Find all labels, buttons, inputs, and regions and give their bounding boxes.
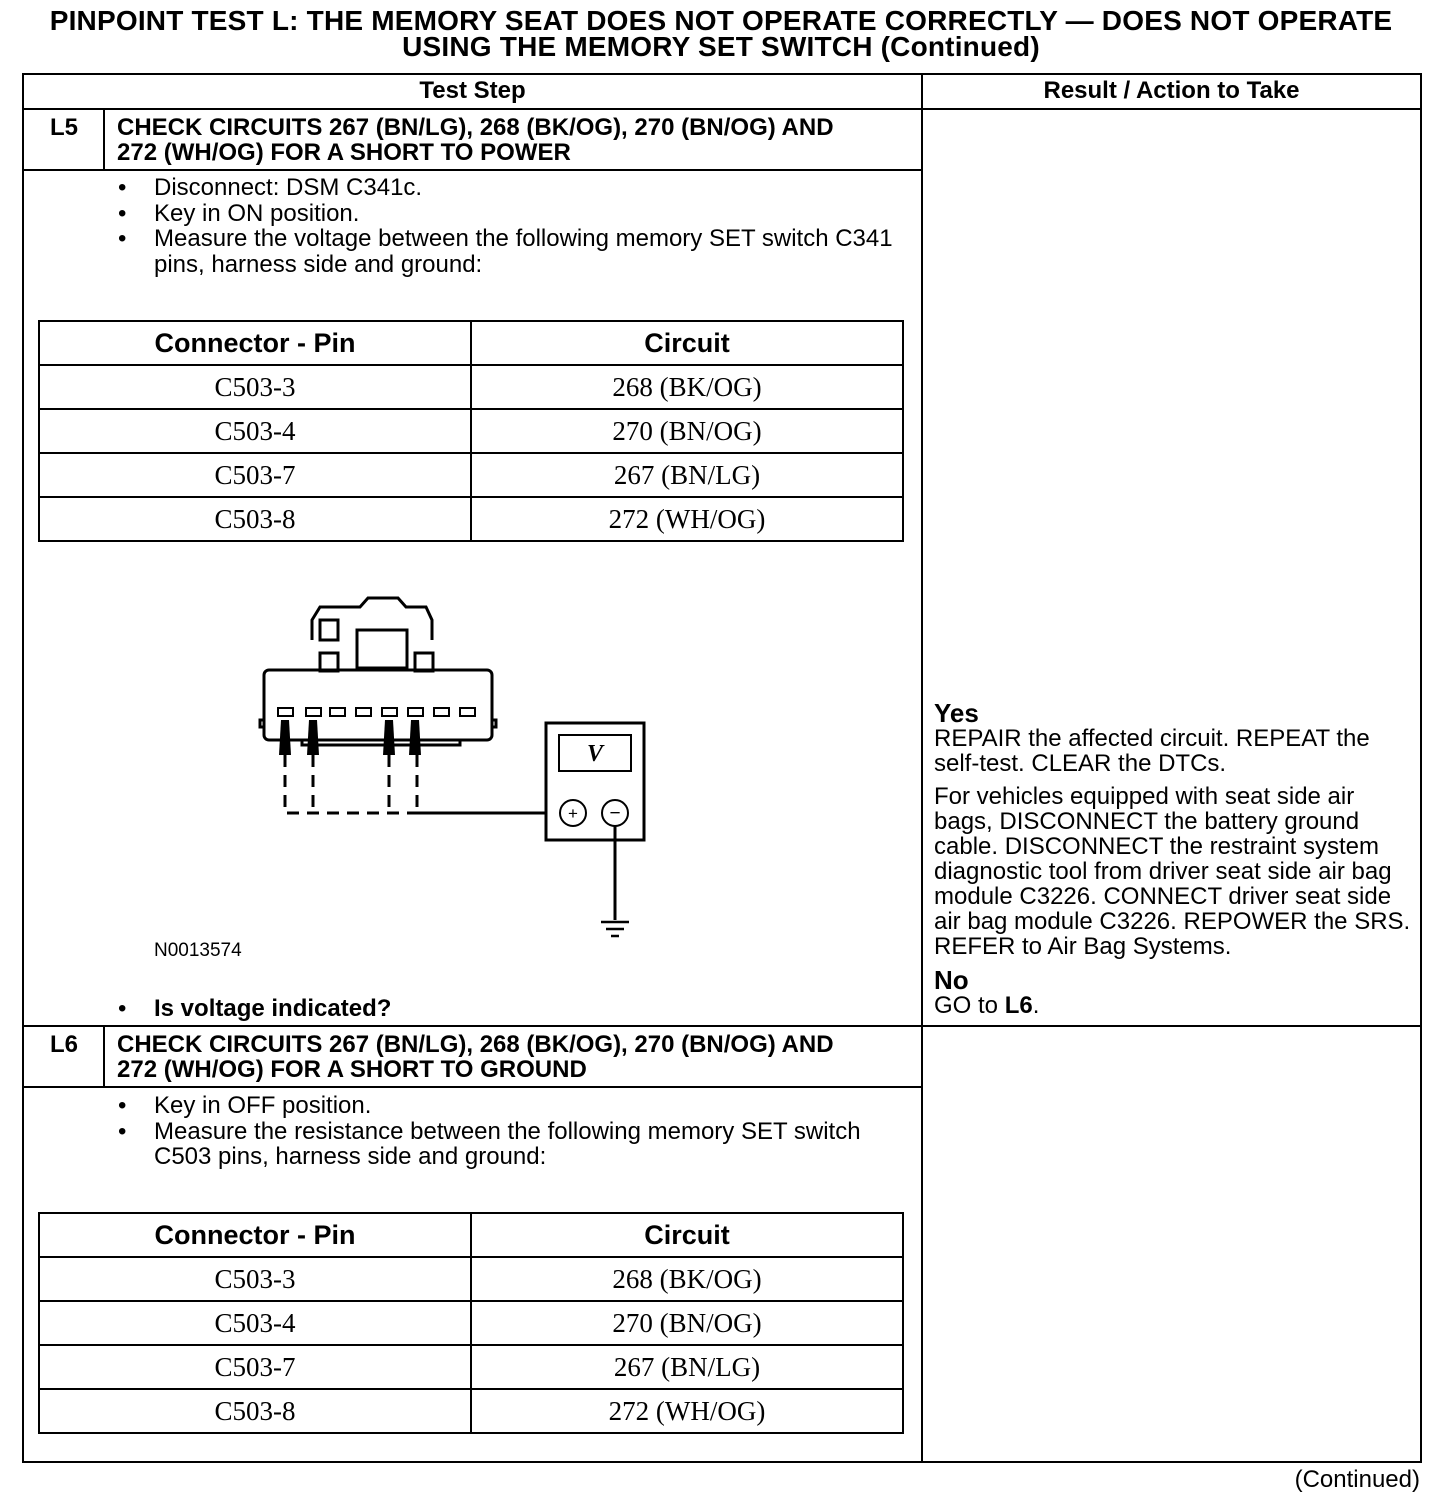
test-leads	[285, 755, 417, 813]
no-label: No	[934, 965, 969, 995]
table-row	[39, 1257, 903, 1301]
connector-pin-slots	[278, 708, 475, 716]
step-divider	[22, 1025, 1422, 1027]
step-l5-title	[117, 115, 907, 165]
step-l5-results	[934, 700, 1418, 1018]
figure-id: N0013574	[154, 940, 242, 961]
no-action	[934, 993, 1418, 1018]
no-action-text: GO to	[934, 992, 1005, 1019]
step-l6-title-line-1: CHECK CIRCUITS 267 (BN/LG), 268 (BK/OG), 270 (BN/OG) AND	[117, 1031, 834, 1058]
list-item: • Measure the voltage between the following memory SET switch C341 pins, harness side and ground:	[112, 226, 902, 277]
table-header-row	[39, 321, 903, 365]
yes-label: Yes	[934, 698, 979, 728]
circuit-cell: 272 (WH/OG)	[471, 497, 903, 541]
step-l6-title-line-2: 272 (WH/OG) FOR A SHORT TO GROUND	[117, 1056, 587, 1083]
circuit-cell: 267 (BN/LG)	[471, 453, 903, 497]
connector-pin-cell: C503-4	[39, 1301, 471, 1345]
step-l5-title-line-2: 272 (WH/OG) FOR A SHORT TO POWER	[117, 139, 571, 166]
goto-l6-link[interactable]: L6	[1004, 992, 1033, 1019]
connector-pin-cell: C503-7	[39, 1345, 471, 1389]
l6-title-rule	[22, 1086, 922, 1088]
probe-tips	[279, 720, 421, 755]
table-row	[39, 409, 903, 453]
result-header: Result / Action to Take	[1043, 77, 1300, 104]
continued-note: (Continued)	[1294, 1466, 1420, 1493]
yes-action-1: REPAIR the affected circuit. REPEAT the self-test. CLEAR the DTCs.	[934, 725, 1370, 777]
column-header-circuit: Circuit	[471, 321, 903, 365]
circuit-cell: 272 (WH/OG)	[471, 1389, 903, 1433]
list-item: • Measure the resistance between the following memory SET switch C503 pins, harness side and ground:	[112, 1119, 902, 1170]
table-header-row	[39, 1213, 903, 1257]
connector-pin-cell: C503-3	[39, 365, 471, 409]
step-l5-id: L5	[49, 114, 78, 141]
yes-action-2: For vehicles equipped with seat side air bags, DISCONNECT the battery ground cable. DISCONNECT the restraint system diagnostic tool from driver seat side air bag module C3226. CONNECT driver seat side air bag module C3226. REPOWER the SRS. REFER to Air Bag Systems.	[934, 783, 1411, 960]
column-header-circuit: Circuit	[471, 1213, 903, 1257]
test-step-header: Test Step	[419, 77, 526, 104]
connector-pin-cell: C503-8	[39, 497, 471, 541]
list-item: • Key in ON position.	[112, 201, 902, 227]
table-row	[39, 1301, 903, 1345]
minus-sign: −	[609, 803, 621, 824]
list-item: • Key in OFF position.	[112, 1093, 902, 1119]
circuit-cell: 268 (BK/OG)	[471, 1257, 903, 1301]
step-l5-pin-table	[38, 320, 904, 542]
voltmeter	[546, 723, 644, 840]
ground-symbol-icon	[601, 922, 629, 936]
circuit-cell: 270 (BN/OG)	[471, 1301, 903, 1345]
circuit-cell: 270 (BN/OG)	[471, 409, 903, 453]
table-row	[39, 497, 903, 541]
plus-sign: +	[568, 804, 578, 823]
voltmeter-connector-diagram	[250, 595, 670, 950]
column-header-connector-pin: Connector - Pin	[39, 1213, 471, 1257]
step-l6-pin-table	[38, 1212, 904, 1434]
page-title	[0, 5, 1442, 62]
step-l6-title	[117, 1032, 907, 1082]
meter-symbol: V	[586, 741, 604, 767]
connector-pin-cell: C503-8	[39, 1389, 471, 1433]
page-title-line-1: PINPOINT TEST L: THE MEMORY SEAT DOES NOT OPERATE CORRECTLY — DOES NOT OPERATE	[49, 5, 1393, 36]
l5-title-rule	[22, 169, 922, 171]
step-l5-question: • Is voltage indicated?	[112, 995, 391, 1023]
table-row	[39, 453, 903, 497]
connector-pin-cell: C503-4	[39, 409, 471, 453]
page-title-line-2: USING THE MEMORY SET SWITCH (Continued)	[402, 31, 1040, 62]
circuit-cell: 268 (BK/OG)	[471, 365, 903, 409]
step-l5-instructions	[112, 175, 902, 277]
connector-pin-cell: C503-7	[39, 453, 471, 497]
table-row	[39, 1345, 903, 1389]
step-l6-id: L6	[49, 1031, 78, 1058]
connector-body	[260, 598, 496, 745]
step-l5-title-line-1: CHECK CIRCUITS 267 (BN/LG), 268 (BK/OG), 270 (BN/OG) AND	[117, 114, 834, 141]
column-header-connector-pin: Connector - Pin	[39, 321, 471, 365]
header-rule	[22, 108, 1422, 110]
table-row	[39, 1389, 903, 1433]
column-divider	[921, 73, 923, 1463]
connector-pin-cell: C503-3	[39, 1257, 471, 1301]
no-action-end: .	[1032, 992, 1040, 1019]
table-row	[39, 365, 903, 409]
step-l6-instructions	[112, 1093, 902, 1170]
circuit-cell: 267 (BN/LG)	[471, 1345, 903, 1389]
list-item: • Disconnect: DSM C341c.	[112, 175, 902, 201]
